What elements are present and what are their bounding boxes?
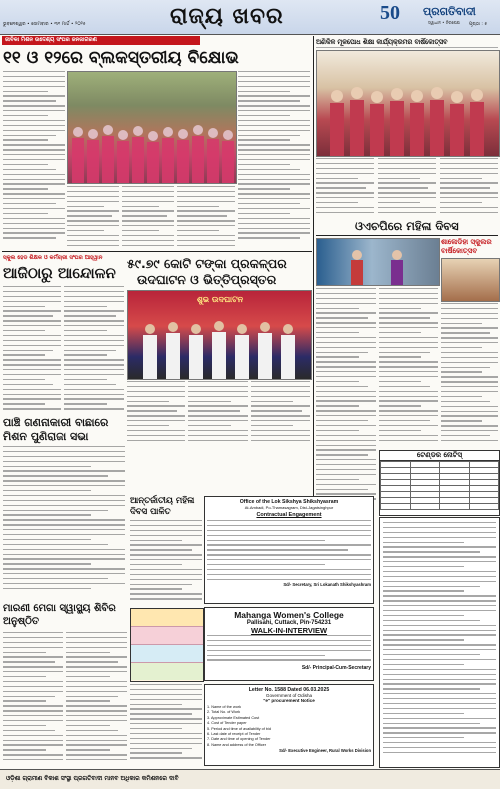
tender-procure: "e" procurement Notice <box>263 698 315 703</box>
tender-notice-title: ଟେଣ୍ଡର ନୋଟିସ୍ <box>380 451 499 461</box>
odisha-day-headline: ଓଏଚପିରେ ମହିଳା ଦିବସ <box>355 219 459 233</box>
promo-tile <box>131 627 203 645</box>
promo-tile <box>131 609 203 627</box>
meeting-col <box>3 446 125 596</box>
school-col <box>441 303 498 448</box>
college-body <box>207 635 371 665</box>
tender-row: 5. Period and time of availability of bid <box>207 726 271 731</box>
story-bloc-kicker: ଜୀବିକା ମିଶନ ଉଦ୍ଦେଶ୍ୟ ସଂଘର ଜନଜାଗରଣ <box>2 36 200 45</box>
projects-col1 <box>127 381 185 446</box>
anniversary-logo <box>380 2 418 28</box>
sikshya-head: Contractual Engagement <box>256 512 322 518</box>
crowd-illustration <box>68 72 236 183</box>
tender-row: 4. Cost of Tender paper <box>207 721 247 726</box>
divider-horizontal-mid <box>2 251 312 252</box>
tender-row: 8. Name and address of the Officer <box>207 742 267 747</box>
divider-ohp <box>316 235 498 236</box>
story-bloc-col5 <box>238 71 310 249</box>
sikshya-footer: Sd/- Secretary, Sri Lokanath Shikshyashram <box>283 582 371 587</box>
tender-ad <box>204 684 374 766</box>
inauguration-photo <box>127 290 312 380</box>
agitation-kicker: ସ୍କୁଲ ହେଡ ଶିକ୍ଷକ ଓ କର୍ମଚାରୀ ସଂଘର ଆହ୍ୱାନ <box>3 255 103 261</box>
tender-footer: Sd/- Executive Engineer, Rural Works Division <box>279 748 371 754</box>
story-bloc-col4 <box>177 186 235 249</box>
women-day-col <box>130 520 202 606</box>
health-col1 <box>3 632 63 766</box>
divider-vertical-main <box>313 36 314 514</box>
sikshya-ad <box>204 496 374 604</box>
tender-row: 7. Date and time of opening of Tender <box>207 737 271 742</box>
women-day-headline: ଆନ୍ତର୍ଜାତୀୟ ମହିଳା ଦିବସ ପାଳିତ <box>130 496 195 517</box>
projects-col3 <box>251 381 310 446</box>
anniversary-number: 50 <box>380 2 400 24</box>
promo-tiles <box>130 608 204 682</box>
tender-row: 2. Total No. of Work <box>207 710 241 715</box>
sikshya-body <box>207 520 371 582</box>
brand-tagline: ସ୍ୱାଧୀନ • ନିରପେକ୍ଷ <box>428 20 460 25</box>
ohp-col2 <box>379 288 438 448</box>
page-number: ପୃଷ୍ଠା : ୫ <box>469 22 488 27</box>
tender-rows <box>207 705 371 748</box>
promo-tile <box>131 663 203 680</box>
tender-govt: Government of Odisha <box>265 693 313 698</box>
college-title-2: Pallisahi, Cuttack, Pin-754231 <box>246 620 332 626</box>
sikshya-title: Office of the Lok Sikshya Shikshyasram <box>239 499 339 505</box>
story-bloc-headline: ୧୧ ଓ ୧୨ରେ ବ୍ଲକସ୍ତରୀୟ ବିକ୍ଷୋଭ <box>3 48 239 68</box>
projects-col2 <box>188 381 248 446</box>
section-title: ରାଜ୍ୟ ଖବର <box>170 4 284 29</box>
agitation-headline: ଆଜିଠାରୁ ଆନ୍ଦୋଳନ <box>3 264 116 282</box>
tender-letter: Letter No. 1588 Dated 06.03.2025 <box>248 687 330 693</box>
story-bloc-col3 <box>122 186 174 249</box>
literacy-col2 <box>378 158 436 216</box>
tender-row: 3. Approximate Estimated Cost <box>207 715 260 720</box>
literacy-col1 <box>316 158 374 216</box>
health-col2 <box>66 632 127 766</box>
group-illustration <box>317 51 499 156</box>
school-photo <box>441 258 500 302</box>
right-ad-body <box>383 522 496 762</box>
promo-tile <box>131 645 203 663</box>
projects-headline-1: ୫୯.୭୯ କୋଟି ଟଙ୍କା ପ୍ରକଳ୍ପର <box>127 256 287 271</box>
literacy-photo <box>316 50 500 157</box>
brand-logo: ପ୍ରଗତିବାଦୀ <box>423 5 476 18</box>
inauguration-banner: ଶୁଭ ଉଦଘାଟନ <box>196 295 244 304</box>
right-ad-block <box>379 517 500 768</box>
ohp-photo <box>316 238 440 286</box>
health-headline: ମାରଣୀ ମେଗା ସ୍ୱାସ୍ଥ୍ୟ ଶିବିର ଅନୁଷ୍ଠିତ <box>3 603 116 627</box>
literacy-kicker: ଅଣିକିଳ ମୂଳପୋଧ ଶିକ୍ଷା କାର୍ଯ୍ୟକ୍ରମର ବାର୍ଷିକୋତ୍ସବ <box>316 37 498 48</box>
agitation-col1 <box>3 286 61 414</box>
agitation-col2 <box>64 286 124 414</box>
college-ad <box>204 607 374 681</box>
sikshya-sub: At-Ambadi, Po-Thamasagram, Dist-Jagatsinghpur <box>244 505 334 510</box>
tender-row: 6. Last date of receipt of Tender <box>207 732 261 737</box>
tender-row: 1. Name of the work <box>207 705 241 709</box>
meeting-headline: ପାଞ୍ଚି ଗଣନାକାରୀ ବାଛାରେ ମିଶନ ପୁଣିରାଜା ସଭା <box>3 416 109 443</box>
college-title-1: Mahanga Women's College <box>234 610 344 620</box>
tender-notice-board <box>379 450 500 516</box>
masthead <box>0 0 500 35</box>
ohp-col1 <box>316 288 376 513</box>
tender-notice-table <box>380 461 499 510</box>
college-walkin: WALK-IN-INTERVIEW <box>250 626 328 635</box>
bottom-strip-text: ଓଡ଼ିଶା ଗ୍ରାମୀଣ ବିକାଶ ସଂସ୍ଥା ପ୍ରଗତିବାଦୀ ମାନବ ଅଧିକାର କମିଶନରେ ଦାବି <box>6 775 179 782</box>
literacy-col3 <box>440 158 498 216</box>
health-col3 <box>130 684 202 766</box>
protest-photo <box>67 71 237 184</box>
projects-headline-2: ଉଦଘାଟନ ଓ ଭିତ୍ତିପ୍ରସ୍ତର <box>137 272 277 287</box>
issue-date: ଭୁବନେଶ୍ୱର • ସୋମବାର • ୩୧ ମାର୍ଚ୍ଚ • ୨୦୨୫ <box>3 22 86 27</box>
school-headline: ଶାଳୋଡିହା ସ୍କୁଲର ବାର୍ଷିକୋତ୍ସବ <box>441 238 492 255</box>
college-footer: Sd/- Principal-Cum-Secretary <box>301 665 371 671</box>
story-bloc-col1 <box>3 71 65 249</box>
bottom-strip <box>0 769 500 789</box>
story-bloc-col2 <box>67 186 119 249</box>
